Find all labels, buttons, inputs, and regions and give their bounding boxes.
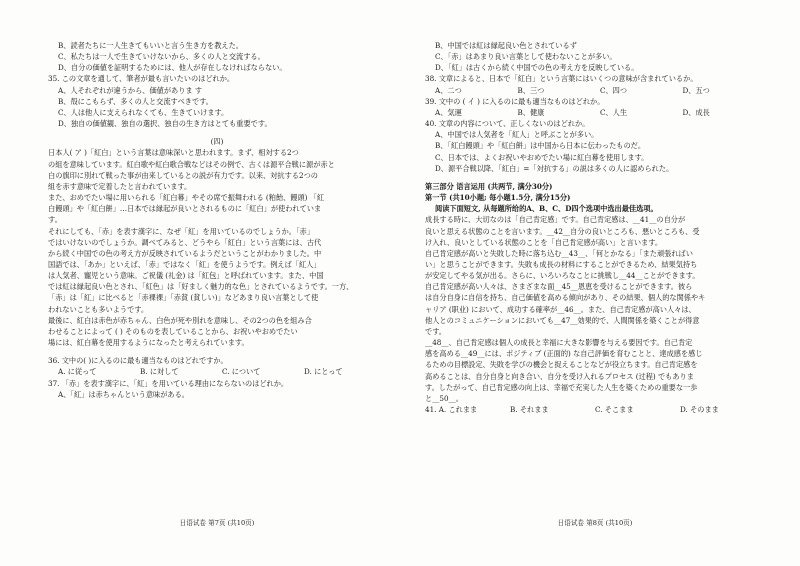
q40-option: C、日本では、よくお祝いやおめでたい場に紅白幕を使用します。 — [435, 152, 649, 162]
passage-line: では紅は縁起良い色とされ、「紅色」は「好ましく魅力的な色」とされているようです。一方、 — [48, 282, 354, 292]
q37-options-continued — [425, 40, 765, 73]
passage-line: 良いと思える状態のことを言います。__42__自分の良いところも、悪いところも、受 — [425, 226, 700, 236]
q35-option: B、殻にこもらず、多くの人と交流すべきです。 — [58, 96, 213, 106]
passage-line: __48__、自己肯定感は個人の成長と幸福に大きな影響を与える要因です。自己肯定 — [425, 338, 693, 348]
q38-options — [425, 85, 765, 96]
q40-option: A、中国では人気者を「紅人」と呼ぶことが多い。 — [435, 130, 599, 140]
passage-line: から続く中国での色の考え方が反映されているようだということがわかりました。中 — [48, 248, 322, 258]
passage-line: 日本人( ア )「紅白」という言葉は意味深いと思われます。まず、相対する2つ — [48, 148, 299, 158]
passage-line: は自分自身に自信を持ち、自己価値を高める傾向があり、その結果、個人的な関係やキ — [425, 293, 706, 303]
q36-option-d: D. にとって — [304, 367, 343, 377]
passage-line: 白の旗印に別れて戦った事が由来しているとの説が有力です。以来、対抗する2つの — [48, 170, 318, 180]
q36-options — [48, 366, 386, 377]
passage-line: 組を赤す意味で定着したと言われています。 — [48, 181, 192, 191]
passage-line: ではいけないのでしょうか。調べてみると、どうやら「紅白」という言葉には、古代 — [48, 237, 322, 247]
q38-stem: 38. 文章によると、日本で「紅白」という言葉にはいくつの意味が含まれているか。 — [425, 74, 698, 84]
passage-line: です。 — [425, 326, 446, 336]
q36-option-c: C. について — [222, 367, 261, 377]
passage-line: われないことも多いようです。 — [48, 304, 149, 314]
q38-option-b: B、三つ — [517, 85, 545, 95]
q40-option: B、「紅白饅頭」や「紅白餅」は中国から日本に伝わったものだ。 — [435, 141, 646, 151]
passage-line: 成長する時に、大切なのは「自己肯定感」です。自己肯定感は、__41__の自分が — [425, 215, 686, 225]
passage-line: 他人とのコミュニケーションにおいても__47__効果的で、人間関係を築くことが得意 — [425, 315, 700, 325]
passage-kohaku — [48, 147, 386, 348]
passage-line: ャリア (职业) において、成功する確率が__46__。また、自己肯定感が高い人々は、 — [425, 304, 696, 314]
q39-option-a: A、気運 — [435, 107, 462, 117]
passage-line: の組を意味しています。紅白歌や紅白歌合戦などはその例で、古くは源平合戦に源が赤と — [48, 159, 335, 169]
q34-option: B、読者たちに一人生きてもいいと言う生き方を教えた。 — [58, 41, 243, 50]
passage-self-esteem — [425, 214, 765, 404]
page-footer-right: 日语试卷 第8页 (共10页) — [557, 519, 633, 527]
passage-line: い」と思うことができます。失敗も成長の材料にすることができるため、結果気持ち — [425, 259, 698, 269]
q35-options — [48, 85, 386, 130]
passage-line: 最後に、紅白は赤色が赤ちゃん、白色が死や別れを意味し、その2つの色を組み合 — [48, 315, 312, 325]
q34-option: D、自分の価値を証明するためには、他人が存在しなければならない。 — [58, 63, 287, 73]
passage-line: 場には、紅白幕を使用するようになったと考えられています。 — [48, 338, 249, 348]
passage-line: 自己肯定感が高いと失敗した時に落ち込む__43__、「何とかなる」「また頑張ればい — [425, 248, 693, 258]
q38-option-c: C、四つ — [600, 85, 628, 95]
q41-option-b: B. それまま — [510, 405, 549, 414]
right-page — [425, 0, 765, 566]
passage-line: が安定してやる気が出る。さらに、いろいろなことに挑戦し__44__ことができます。 — [425, 271, 700, 281]
q39-option-c: C、人生 — [600, 107, 628, 117]
part3-instruction: 阅读下面短文, 从每题所给的A、B、C、D四个选项中选出最佳选项。 — [435, 204, 658, 214]
q39-option-b: B、健康 — [517, 107, 545, 117]
q38-option-a: A、二つ — [435, 85, 462, 95]
q37-option: B、中国では紅は縁起良い色とされているず — [435, 41, 577, 50]
q41-option-a: 41. A. これまま — [425, 405, 478, 414]
q34-options — [48, 40, 386, 73]
q39-options — [425, 107, 765, 118]
passage-line: と__50__。 — [425, 393, 463, 403]
q40-stem: 40. 文章の内容について、正しくないのはどれか。 — [425, 119, 590, 129]
q35-stem: 35. この文章を通して、筆者が最も言いたいのはどれか。 — [48, 74, 235, 84]
q36-option-a: A. に従って — [58, 367, 97, 377]
passage-line: わせることによって ( ) そのものを表していることから、お祝いやおめでたい — [48, 326, 298, 336]
passage-line: るための目標設定、失敗を学びの機会と捉えることなどが役立ちます。自己肯定感を — [425, 360, 698, 370]
q41-option-c: C. そこまま — [595, 405, 634, 414]
page-footer-left: 日语试卷 第7页 (共10页) — [179, 519, 255, 527]
passage-line: 白饅頭」や「紅白餅」…日本では縁起が良いとされるものに「紅白」が使われていま — [48, 204, 322, 214]
q39-option-d: D、成長 — [682, 107, 710, 117]
q37-option: D、「紅」は古くから続く中国での色の考え方を反映している。 — [435, 63, 639, 73]
section-title: (四) — [210, 137, 224, 147]
left-page — [48, 0, 386, 566]
passage-line: 「赤」は「紅」に比べると「赤裸裸」「赤貧 (貧しい)」などあまり良い言葉として使 — [48, 293, 319, 303]
q35-option: C、人は他人に支えられなくても、生きていけます。 — [58, 107, 229, 117]
q34-option: C、私たちは一人で生きていけないから、多くの人と交流する。 — [58, 52, 265, 62]
q37-option-a: A、「紅」は赤ちゃんという意味がある。 — [58, 389, 189, 399]
passage-line: 国語では、「あか」といえば、「赤」ではなく「紅」を使うようです。例えば「紅人」 — [48, 259, 321, 269]
part3-title: 第三部分 语言运用 (共两节, 满分30分) — [425, 181, 553, 191]
q35-option: D、独自の価値観、独自の選択、独自の生き方はとても重要です。 — [58, 119, 272, 129]
passage-line: 自己肯定感が高い人々は、さまざまな面__45__恩恵を受けることができます。彼ら — [425, 282, 693, 292]
q37-stem: 37. 「赤」を表す漢字に、「紅」を用いている理由にならないのはどれか。 — [48, 378, 289, 388]
passage-line: 感を高める__49__には、ポジティブ (正面的) な自己評価を育むことと、達成感を感じ — [425, 349, 703, 359]
passage-line: それにしても、「赤」を表す漢字に、なぜ「紅」を用いているのでしょうか。「赤」 — [48, 226, 314, 236]
q38-option-d: D、五つ — [682, 85, 710, 95]
passage-line: け入れ、良いとしている状態のことを「自己肯定感が高い」と言います。 — [425, 237, 663, 247]
q35-option: A、人それぞれが違うから、価値がありま す — [58, 85, 203, 95]
q40-option: D、源平合戦以降、「紅白」=「対抗する」の説は多くの人に認められた。 — [435, 163, 674, 173]
q41-option-d: D. そのまま — [680, 405, 719, 414]
q40-options — [425, 129, 765, 174]
q39-stem: 39. 文中の ( イ ) に入るのに最も適当なものはどれか。 — [425, 96, 605, 106]
passage-line: す。 — [48, 215, 62, 225]
q36-stem: 36. 文中の( )に入るのに最も適当なものはどれですか。 — [48, 356, 228, 366]
passage-line: す。したがって、自己肯定感の向上は、幸福で充実した人生を築くための重要な一歩 — [425, 382, 698, 392]
q37-option: C、「赤」はあまり良い言葉として使わないことが多い。 — [435, 52, 617, 62]
q36-option-b: B. に対して — [140, 367, 179, 377]
passage-line: 高めることは、自分自身と向き合い、自分を受け入れるプロセス (过程) でもありま — [425, 371, 694, 381]
q41-options — [425, 404, 765, 415]
passage-line: は人気者、寵児という意味。ご祝儀 (礼金) は「紅包」と呼ばれています。また、中国 — [48, 271, 324, 281]
passage-line: また、おめでたい場に用いられる「紅白幕」やその席で振舞われる (粕飴、饅頭) 「紅 — [48, 193, 325, 203]
part3-section1: 第一节 (共10小题; 每小题1.5分, 满分15分) — [425, 193, 571, 203]
